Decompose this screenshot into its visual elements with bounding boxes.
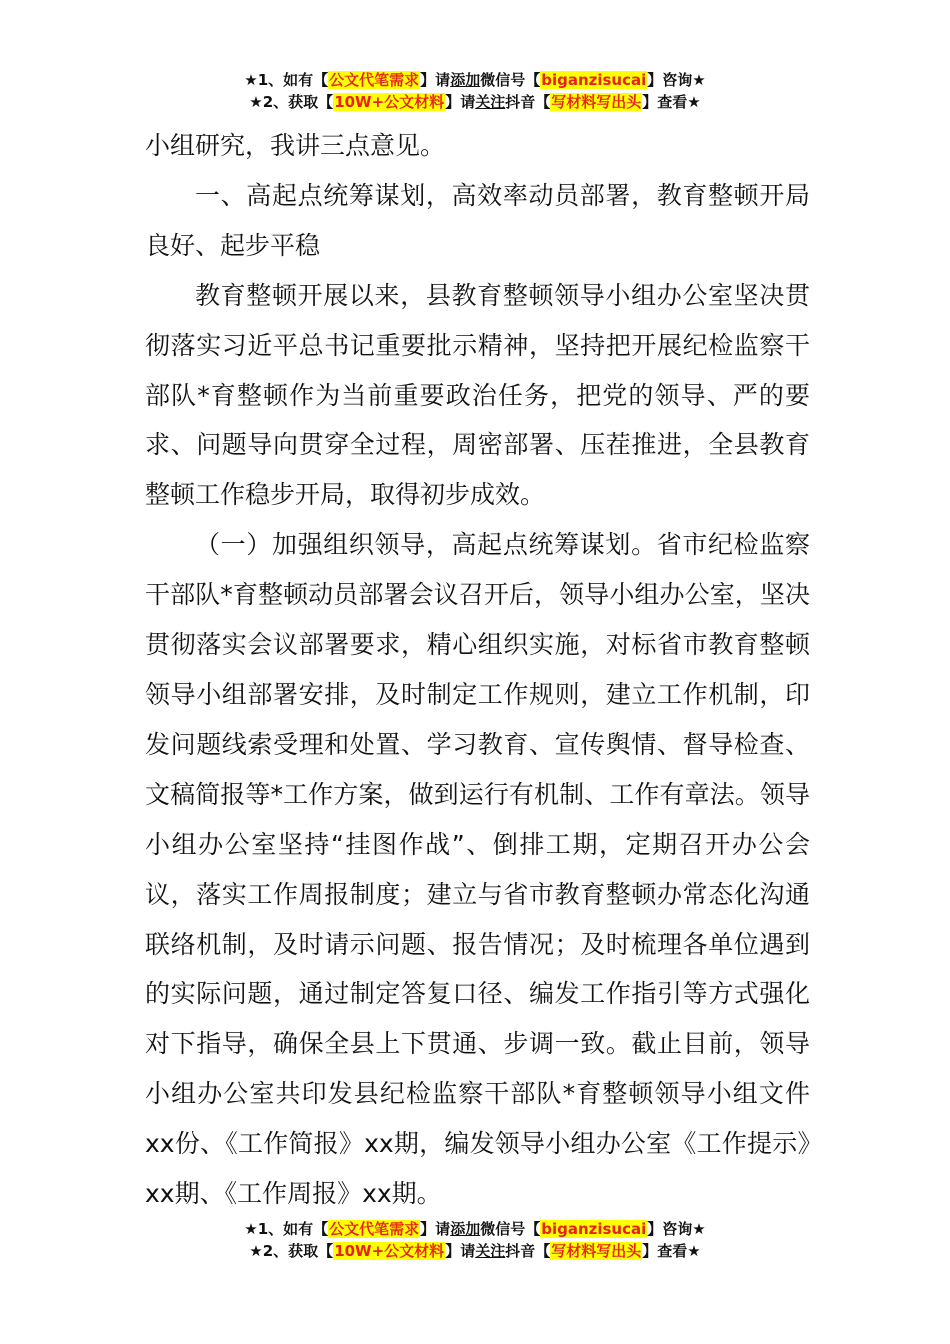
promo-highlight: 10W+公文材料 — [334, 1242, 445, 1260]
promo-text: 】查看★ — [642, 1242, 701, 1260]
promo-highlight: 写材料写出头 — [551, 1242, 642, 1260]
promo-text: 】查看★ — [642, 93, 701, 111]
promo-text: 】请 — [420, 71, 451, 89]
promo-text: ★1、如有【 — [244, 1220, 329, 1238]
promo-line-1 — [0, 1218, 950, 1240]
promo-text: ★2、获取【 — [249, 1242, 334, 1260]
promo-underline: 添加 — [450, 71, 481, 89]
paragraph: 教育整顿开展以来，县教育整顿领导小组办公室坚决贯彻落实习近平总书记重要批示精神，坚持把开展纪检监察干部队*育整顿作为当前重要政治任务，把党的领导、严的要求、问题导向贯穿全过程，周密部署、压茬推进，全县教育整顿工作稳步开局，取得初步成效。 — [145, 280, 810, 510]
section-heading: 一、高起点统筹谋划，高效率动员部署，教育整顿开局良好、起步平稳 — [145, 180, 810, 260]
promo-underline: 添加 — [450, 1220, 481, 1238]
promo-highlight: 10W+公文材料 — [334, 93, 445, 111]
promo-underline: 关注 — [475, 1242, 506, 1260]
promo-text: 】咨询★ — [647, 71, 706, 89]
promo-text: 】请 — [420, 1220, 451, 1238]
promo-highlight: 公文代笔需求 — [329, 1220, 420, 1238]
promo-highlight: 公文代笔需求 — [329, 71, 420, 89]
paragraph-continuation: 小组研究，我讲三点意见。 — [145, 131, 446, 160]
promo-text: 】请 — [445, 93, 476, 111]
promo-highlight: 写材料写出头 — [551, 93, 642, 111]
promo-banner-top — [0, 69, 950, 113]
promo-underline: 关注 — [475, 93, 506, 111]
promo-banner-bottom — [0, 1218, 950, 1262]
promo-highlight: biganzisucai — [541, 71, 647, 89]
promo-text: ★2、获取【 — [249, 93, 334, 111]
promo-text: ★1、如有【 — [244, 71, 329, 89]
promo-text: 微信号【 — [480, 1220, 541, 1238]
promo-text: 抖音【 — [505, 1242, 551, 1260]
subsection-paragraph: （一）加强组织领导，高起点统筹谋划。省市纪检监察干部队*育整顿动员部署会议召开后，领导小组办公室，坚决贯彻落实会议部署要求，精心组织实施，对标省市教育整顿领导小组部署安排，及时制定工作规则，建立工作机制，印发问题线索受理和处置、学习教育、宣传舆情、督导检查、文稿简报等*工作方案，做到运行有机制、工作有章法。领导小组办公室坚持“挂图作战”、倒排工期，定期召开办公会议，落实工作周报制度；建立与省市教育整顿办常态化沟通联络机制，及时请示问题、报告情况；及时梳理各单位遇到的实际问题，通过制定答复口径、编发工作指引等方式强化对下指导，确保全县上下贯通、步调一致。截止目前，领导小组办公室共印发县纪检监察干部队*育整顿领导小组文件xx份、《工作简报》xx期，编发领导小组办公室《工作提示》xx期、《工作周报》xx期。 — [145, 530, 810, 1209]
promo-line-2 — [0, 1240, 950, 1262]
promo-text: 】请 — [445, 1242, 476, 1260]
promo-highlight: biganzisucai — [541, 1220, 647, 1238]
document-body — [145, 121, 810, 1219]
promo-line-1 — [0, 69, 950, 91]
promo-line-2 — [0, 91, 950, 113]
promo-text: 微信号【 — [480, 71, 541, 89]
promo-text: 抖音【 — [505, 93, 551, 111]
promo-text: 】咨询★ — [647, 1220, 706, 1238]
